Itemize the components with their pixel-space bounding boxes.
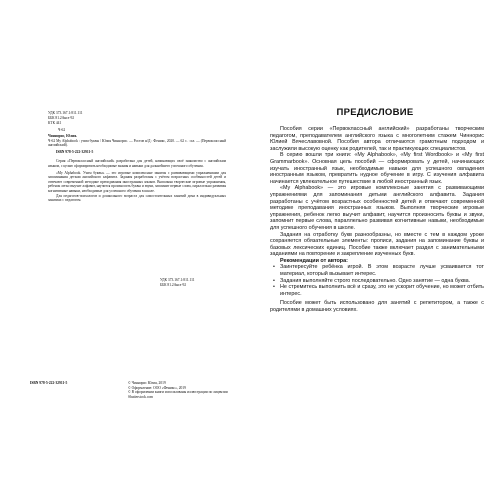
book-description: Ч-62 My Alphabook : учим буквы / Юлия Чиннорис. — Ростов н/Д : Феникс, 2020. — 62 с. : ил. — (Первоклассный английский). [48, 138, 226, 148]
page-title: ПРЕДИСЛОВИЕ [336, 107, 414, 118]
preface-paragraph: В серию вошли три книги: «My Alphabook», «My first Wordbook» и «My first Grammarbook». Основная цель пособий — сформировать у детей, начинающих изучать иностранный язык, необходимые навыки для успешного овладения иностранным языком, превратить нудное обучение в игру. С изучения алфавита начинается увлекательное путешествие в любой иностранный язык. [270, 152, 484, 185]
author-name: Чиннорис, Юлия. [48, 134, 78, 138]
copyright-author: © Чиннорис Юлия, 2019 [128, 381, 166, 385]
preface-paragraph: Пособия серии «Первоклассный английский» разработаны творческим педагогом, преподавателем английского языка с многолетним стажем Чиннорис Юлией Вячеславовной. Пособия автора отличаются грамотным подходом и заслужили высокую оценку как родителей, так и практикующих специалистов. [270, 126, 484, 152]
bibliographic-record [48, 134, 226, 203]
recommendations-list [270, 264, 484, 297]
ktk-code: КТК 441 [48, 121, 62, 125]
copyright-design: © Оформление: ООО «Феникс», 2019 [128, 385, 186, 390]
bbk-code: ББК 81.2Англ-92 [48, 116, 75, 120]
isbn-bottom: ISBN 978-5-222-32911-5 [30, 381, 68, 385]
list-item: • Задания выполняйте строго последовательно. Одно занятие — одна буква. [273, 277, 471, 284]
preface-paragraph: Задания на отработку букв разнообразны, но вместе с тем в каждом уроке сохраняется обязательные элементы: прописи, задания на запоминание буквы и базовых лексических единиц. Пособие также включает раздел с занимательными заданиями на повторение и закрепление изученных букв. [270, 231, 484, 258]
bullet-icon: • [273, 264, 275, 271]
bullet-icon: • [273, 277, 275, 284]
preface-body [270, 126, 484, 314]
udk-code: УДК 373.167.1:811.111 [48, 111, 83, 115]
list-item: • Не стремитесь выполнить всё и сразу, это не ускорит обучение, но может отбить интерес. [273, 284, 484, 297]
annotation-book: «My Alphabook. Учим буквы» — это игровые комплексные занятия с развивающими упражнениями для запоминания детьми английского алфавита. Задания разработаны с учётом возрастных особенностей детей и отвечают современной методике преподавания иностранных языков. Выполняя творческие игровые упражнения, ребенок легко выучит алфавит, научится произносить буквы и звуки, запомнит первые слова, параллельно развивая когнитивные навыки, необходимые для успешного обучения в школе. [48, 170, 226, 193]
list-item: • Заинтересуйте ребёнка игрой. В этом возрасте лучше усваивается тот материал, который вызывает интерес. [273, 264, 484, 278]
udk-code-repeat: УДК 373.167.1:811.111 [160, 278, 195, 282]
copyright-illustrations: © В оформлении книги использованы иллюстрации по лицензии Shutterstock.com [128, 390, 228, 399]
bbk-code-repeat: ББК 81.2Англ-92 [160, 283, 187, 287]
annotation-audience: Для педагогов-психологов и дошкольного возраста для самостоятельных занятий дома в индивидуальных занятиях с педагогом. [48, 193, 226, 203]
preface-paragraph: «My Alphabook» — это игровые комплексные занятия с развивающими упражнениями для запоминания детьми английского алфавита. Задания разработаны с учётом возрастных особенностей детей и отвечают современной методике преподавания иностранных языков. Выполняя творческие игровые упражнения, ребенок легко выучит алфавит, научится произносить буквы и звуки, запомнит первые слова, параллельно развивая когнитивные навыки, необходимые для успешного обучения в школе. [270, 185, 484, 231]
copyright-block [128, 381, 228, 399]
preface-page [250, 0, 500, 500]
bullet-icon: • [273, 284, 275, 291]
author-mark: Ч-62 [58, 128, 66, 132]
preface-paragraph-closing: Пособие может быть использовано для занятий с репетитором, а также с родителями в домашних условиях. [270, 300, 484, 314]
annotation-series: Серия «Первоклассный английский» разработана для детей, начинающих своё знакомство с английским языком, с целью сформировать необходимые знания и навыки для дальнейшего успешного обучения. [48, 159, 226, 168]
recommendations-title: Рекомендации от автора: [280, 257, 348, 264]
isbn-top: ISBN 978-5-222-32911-5 [56, 149, 94, 154]
